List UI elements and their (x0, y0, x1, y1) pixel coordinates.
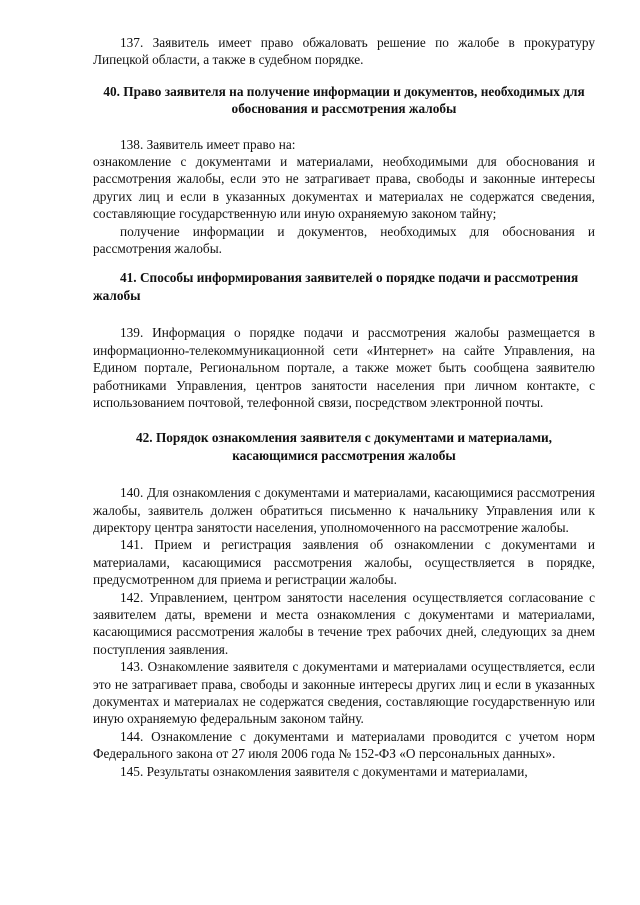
paragraph-143: 143. Ознакомление заявителя с документами и материалами осуществляется, если это не затрагивает права, свободы и законные интересы других лиц и если в указанных документах и материалах не содержатся сведения, составляющие государственную или иную охраняемую федеральным законом тайну. (93, 659, 595, 727)
paragraph-137: 137. Заявитель имеет право обжаловать решение по жалобе в прокуратуру Липецкой области, а также в судебном порядке. (93, 35, 595, 68)
document-page (93, 34, 595, 780)
section-heading-40: 40. Право заявителя на получение информации и документов, необходимых для обоснования и рассмотрения жалобы (103, 83, 585, 117)
paragraph-139: 139. Информация о порядке подачи и рассмотрения жалобы размещается в информационно-телекоммуникационной сети «Интернет» на сайте Управления, на Едином портале, Региональном портале, а также может быть сообщена заявителю работниками Управления, центров занятости населения при личном контакте, с использованием почтовой, телефонной связи, посредством электронной почты. (93, 325, 595, 410)
paragraph-144: 144. Ознакомление с документами и материалами проводится с учетом норм Федерального закона от 27 июля 2006 года № 152-ФЗ «О персональных данных». (93, 728, 595, 762)
paragraph-138: 138. Заявитель имеет право на: (120, 136, 296, 152)
paragraph-140: 140. Для ознакомления с документами и материалами, касающимися рассмотрения жалобы, заявитель должен обратиться письменно к начальнику Управления или к директору центра занятости населения, уполномоченного на рассмотрение жалобы. (93, 485, 595, 535)
paragraph-138-item-2: получение информации и документов, необходимых для обоснования и рассмотрения жалобы. (93, 223, 595, 257)
section-heading-41: 41. Способы информирования заявителей о порядке подачи и рассмотрения жалобы (93, 270, 579, 303)
spacer (93, 69, 595, 83)
paragraph-138-item-1: ознакомление с документами и материалами, необходимыми для обоснования и рассмотрения жалобы, если это не затрагивает права, свободы и законные интересы других лиц и если в указанных документах и материалах не содержатся сведения, составляющие государственную или иную охраняемую законом тайну; (93, 154, 595, 222)
spacer (93, 411, 595, 429)
section-heading-42: 42. Порядок ознакомления заявителя с документами и материалами, касающимися рассмотрения жалобы (136, 430, 552, 463)
paragraph-142: 142. Управлением, центром занятости населения осуществляется согласование с заявителем даты, времени и места ознакомления с документами и материалами, касающимися рассмотрения жалобы в течение трех рабочих дней, следующих за днем поступления заявления. (93, 589, 595, 657)
paragraph-145: 145. Результаты ознакомления заявителя с документами и материалами, (120, 763, 528, 779)
spacer (93, 304, 595, 324)
spacer (93, 118, 595, 136)
spacer (93, 464, 595, 484)
spacer (93, 257, 595, 269)
paragraph-141: 141. Прием и регистрация заявления об ознакомлении с документами и материалами, касающимися рассмотрения жалобы, осуществляется в порядке, предусмотренном для приема и регистрации жалобы. (93, 537, 595, 588)
